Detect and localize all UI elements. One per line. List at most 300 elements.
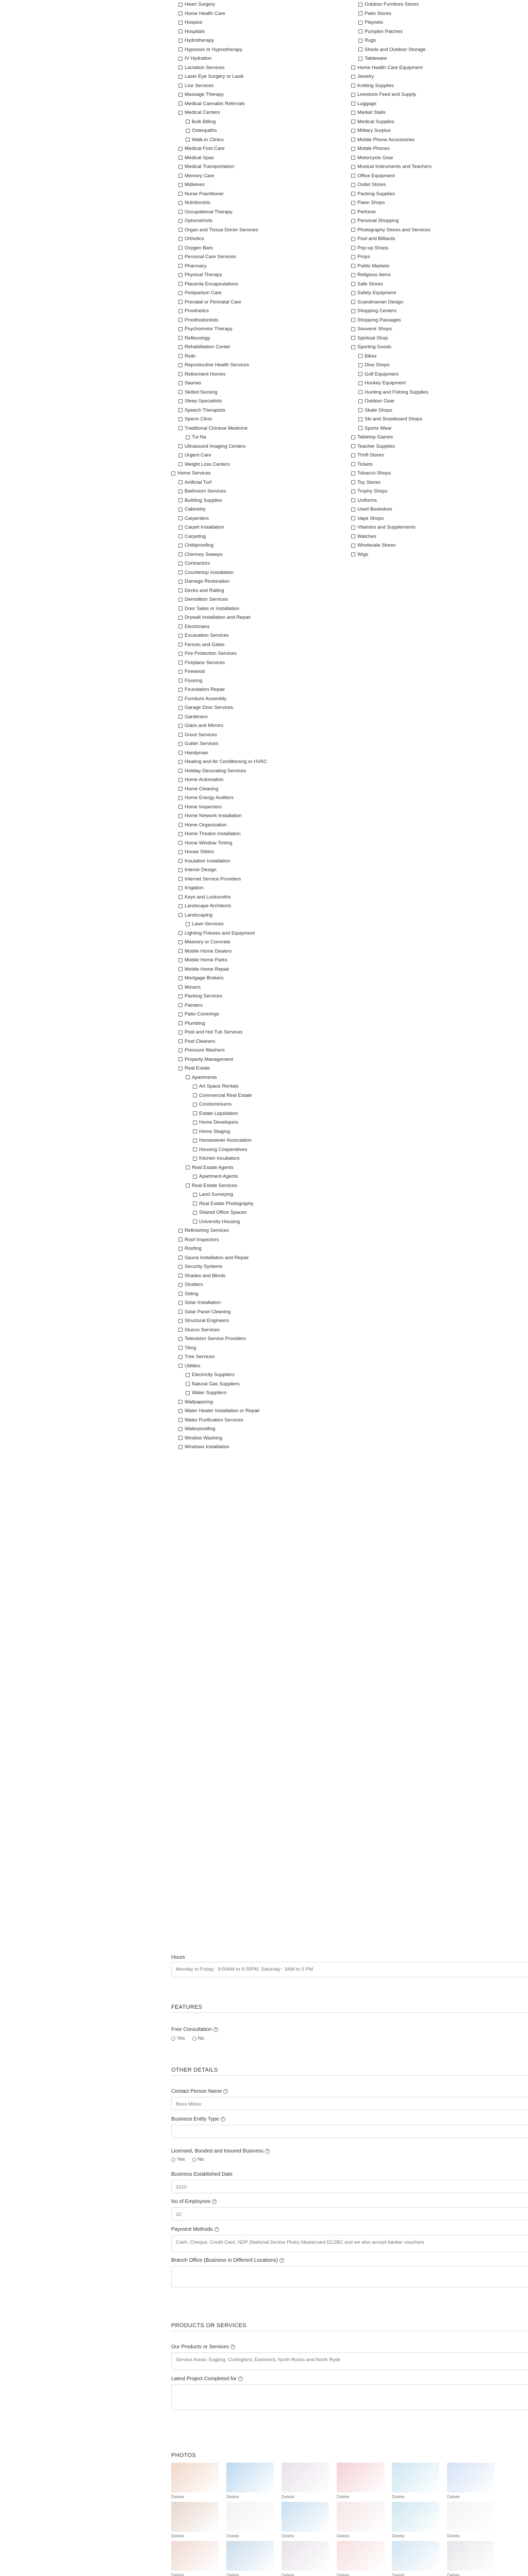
checkbox-icon[interactable] [351, 174, 355, 178]
checkbox-icon[interactable] [178, 562, 183, 566]
checkbox-icon[interactable] [193, 1147, 197, 1151]
category-checkbox[interactable] [351, 505, 528, 514]
checkbox-icon[interactable] [178, 552, 183, 556]
checkbox-icon[interactable] [178, 1418, 183, 1422]
category-checkbox[interactable] [171, 1388, 352, 1398]
checkbox-icon[interactable] [178, 65, 183, 70]
checkbox-icon[interactable] [178, 769, 183, 773]
checkbox-icon[interactable] [178, 733, 183, 737]
category-checkbox[interactable] [171, 731, 352, 740]
category-checkbox[interactable] [351, 27, 528, 37]
checkbox-icon[interactable] [178, 201, 183, 205]
checkbox-icon[interactable] [178, 823, 183, 827]
checkbox-icon[interactable] [178, 1409, 183, 1413]
checkbox-icon[interactable] [351, 138, 355, 142]
checkbox-icon[interactable] [178, 426, 183, 430]
category-checkbox[interactable] [171, 1244, 352, 1253]
category-checkbox[interactable] [171, 1109, 352, 1118]
category-checkbox[interactable] [351, 54, 528, 63]
category-checkbox[interactable] [351, 172, 528, 181]
category-checkbox[interactable] [171, 920, 352, 929]
checkbox-icon[interactable] [178, 904, 183, 908]
category-checkbox[interactable] [351, 514, 528, 523]
checkbox-icon[interactable] [193, 1103, 197, 1107]
checkbox-icon[interactable] [178, 859, 183, 863]
checkbox-icon[interactable] [178, 318, 183, 322]
category-checkbox[interactable] [171, 487, 352, 496]
photo-delete-link[interactable]: Delete [337, 2533, 350, 2538]
category-checkbox[interactable] [171, 550, 352, 560]
checkbox-icon[interactable] [358, 39, 362, 43]
checkbox-icon[interactable] [178, 111, 183, 115]
checkbox-icon[interactable] [178, 291, 183, 295]
category-checkbox[interactable] [171, 803, 352, 812]
checkbox-icon[interactable] [178, 985, 183, 989]
checkbox-icon[interactable] [178, 642, 183, 647]
category-checkbox[interactable] [171, 848, 352, 857]
category-checkbox[interactable] [171, 577, 352, 586]
category-checkbox[interactable] [171, 875, 352, 884]
category-checkbox[interactable] [171, 965, 352, 974]
checkbox-icon[interactable] [178, 1265, 183, 1269]
checkbox-icon[interactable] [358, 354, 362, 358]
checkbox-icon[interactable] [193, 1084, 197, 1089]
category-checkbox[interactable] [351, 325, 528, 334]
photo-thumbnail[interactable] [171, 2463, 219, 2499]
photo-thumbnail[interactable] [337, 2502, 384, 2538]
category-checkbox[interactable] [171, 433, 352, 442]
category-checkbox[interactable] [351, 190, 528, 199]
checkbox-icon[interactable] [178, 724, 183, 728]
checkbox-icon[interactable] [178, 390, 183, 394]
checkbox-icon[interactable] [178, 976, 183, 980]
checkbox-icon[interactable] [178, 210, 183, 214]
category-checkbox[interactable] [171, 1001, 352, 1010]
radio-dot[interactable] [171, 2158, 175, 2162]
checkbox-icon[interactable] [358, 11, 362, 15]
photo-thumbnail[interactable] [392, 2541, 439, 2576]
checkbox-icon[interactable] [178, 850, 183, 854]
category-checkbox[interactable] [171, 956, 352, 965]
checkbox-icon[interactable] [351, 237, 355, 241]
category-checkbox[interactable] [171, 559, 352, 568]
checkbox-icon[interactable] [178, 354, 183, 358]
checkbox-icon[interactable] [351, 165, 355, 169]
category-checkbox[interactable] [171, 1262, 352, 1272]
category-checkbox[interactable] [171, 198, 352, 208]
checkbox-icon[interactable] [178, 895, 183, 899]
category-checkbox[interactable] [351, 379, 528, 388]
category-checkbox[interactable] [171, 631, 352, 640]
category-checkbox[interactable] [171, 1217, 352, 1227]
category-checkbox[interactable] [171, 460, 352, 469]
checkbox-icon[interactable] [351, 228, 355, 232]
checkbox-icon[interactable] [351, 129, 355, 133]
category-checkbox[interactable] [171, 829, 352, 839]
category-checkbox[interactable] [171, 586, 352, 596]
category-checkbox[interactable] [171, 857, 352, 866]
category-checkbox[interactable] [171, 0, 352, 9]
checkbox-icon[interactable] [178, 1292, 183, 1296]
checkbox-icon[interactable] [351, 111, 355, 115]
checkbox-icon[interactable] [358, 408, 362, 412]
category-checkbox[interactable] [171, 667, 352, 676]
category-checkbox[interactable] [171, 811, 352, 821]
checkbox-icon[interactable] [193, 1093, 197, 1097]
checkbox-icon[interactable] [178, 47, 183, 52]
checkbox-icon[interactable] [358, 3, 362, 7]
photo-delete-link[interactable]: Delete [337, 2572, 350, 2576]
checkbox-icon[interactable] [358, 57, 362, 61]
category-checkbox[interactable] [351, 334, 528, 343]
category-checkbox[interactable] [171, 1199, 352, 1209]
category-checkbox[interactable] [171, 902, 352, 911]
category-checkbox[interactable] [171, 36, 352, 45]
category-checkbox[interactable] [171, 505, 352, 514]
category-checkbox[interactable] [171, 613, 352, 622]
checkbox-icon[interactable] [178, 742, 183, 746]
checkbox-icon[interactable] [178, 1445, 183, 1449]
category-checkbox[interactable] [351, 280, 528, 289]
category-checkbox[interactable] [171, 523, 352, 532]
category-checkbox[interactable] [351, 208, 528, 217]
category-checkbox[interactable] [351, 162, 528, 172]
category-checkbox[interactable] [171, 640, 352, 650]
checkbox-icon[interactable] [178, 1256, 183, 1260]
checkbox-icon[interactable] [186, 1075, 190, 1079]
checkbox-icon[interactable] [351, 300, 355, 304]
category-checkbox[interactable] [171, 18, 352, 27]
checkbox-icon[interactable] [178, 588, 183, 592]
category-checkbox[interactable] [351, 343, 528, 352]
checkbox-icon[interactable] [178, 381, 183, 385]
checkbox-icon[interactable] [186, 120, 190, 124]
photo-delete-link[interactable]: Delete [337, 2494, 350, 2499]
category-checkbox[interactable] [351, 541, 528, 550]
category-checkbox[interactable] [351, 144, 528, 154]
category-checkbox[interactable] [351, 0, 528, 9]
category-checkbox[interactable] [171, 983, 352, 992]
category-checkbox[interactable] [171, 658, 352, 668]
checkbox-icon[interactable] [351, 453, 355, 457]
checkbox-icon[interactable] [178, 1400, 183, 1404]
category-checkbox[interactable] [171, 226, 352, 235]
category-checkbox[interactable] [171, 1145, 352, 1155]
checkbox-icon[interactable] [178, 516, 183, 520]
checkbox-icon[interactable] [358, 381, 362, 385]
category-checkbox[interactable] [351, 469, 528, 478]
photo-thumbnail[interactable] [447, 2463, 494, 2499]
checkbox-icon[interactable] [351, 183, 355, 187]
checkbox-icon[interactable] [351, 544, 355, 548]
category-checkbox[interactable] [351, 81, 528, 91]
checkbox-icon[interactable] [358, 372, 362, 376]
category-checkbox[interactable] [171, 622, 352, 632]
checkbox-icon[interactable] [351, 156, 355, 160]
checkbox-icon[interactable] [351, 147, 355, 151]
category-checkbox[interactable] [171, 135, 352, 145]
checkbox-icon[interactable] [178, 1048, 183, 1053]
category-checkbox[interactable] [171, 685, 352, 694]
category-checkbox[interactable] [171, 154, 352, 163]
category-checkbox[interactable] [351, 289, 528, 298]
checkbox-icon[interactable] [178, 877, 183, 881]
checkbox-icon[interactable] [178, 868, 183, 872]
category-checkbox[interactable] [171, 1181, 352, 1191]
checkbox-icon[interactable] [178, 1436, 183, 1440]
category-checkbox[interactable] [171, 676, 352, 686]
photo-delete-link[interactable]: Delete [392, 2533, 405, 2538]
checkbox-icon[interactable] [178, 751, 183, 755]
category-checkbox[interactable] [171, 1163, 352, 1173]
checkbox-icon[interactable] [186, 1183, 190, 1188]
checkbox-icon[interactable] [178, 570, 183, 574]
checkbox-icon[interactable] [351, 327, 355, 331]
category-checkbox[interactable] [171, 1326, 352, 1335]
checkbox-icon[interactable] [178, 598, 183, 602]
category-checkbox[interactable] [171, 262, 352, 271]
free-consultation-yes[interactable] [171, 2036, 185, 2041]
checkbox-icon[interactable] [178, 940, 183, 944]
checkbox-icon[interactable] [178, 1012, 183, 1016]
category-checkbox[interactable] [171, 1235, 352, 1245]
checkbox-icon[interactable] [351, 75, 355, 79]
checkbox-icon[interactable] [186, 435, 190, 439]
employees-input[interactable]: 10 [171, 2207, 528, 2221]
category-checkbox[interactable] [171, 343, 352, 352]
checkbox-icon[interactable] [178, 1057, 183, 1061]
photo-delete-link[interactable]: Delete [226, 2494, 239, 2499]
checkbox-icon[interactable] [358, 426, 362, 430]
checkbox-icon[interactable] [178, 93, 183, 97]
photo-delete-link[interactable]: Delete [392, 2572, 405, 2576]
checkbox-icon[interactable] [178, 417, 183, 421]
photo-delete-link[interactable]: Delete [226, 2533, 239, 2538]
category-checkbox[interactable] [171, 45, 352, 55]
photo-delete-link[interactable]: Delete [171, 2533, 184, 2538]
checkbox-icon[interactable] [178, 21, 183, 25]
checkbox-icon[interactable] [178, 363, 183, 367]
checkbox-icon[interactable] [351, 246, 355, 250]
checkbox-icon[interactable] [186, 1382, 190, 1386]
photo-delete-link[interactable]: Delete [282, 2533, 294, 2538]
category-checkbox[interactable] [171, 1226, 352, 1235]
category-checkbox[interactable] [351, 117, 528, 127]
checkbox-icon[interactable] [358, 417, 362, 421]
checkbox-icon[interactable] [178, 706, 183, 710]
checkbox-icon[interactable] [351, 534, 355, 538]
checkbox-icon[interactable] [351, 219, 355, 223]
checkbox-icon[interactable] [178, 282, 183, 286]
category-checkbox[interactable] [351, 487, 528, 496]
checkbox-icon[interactable] [178, 652, 183, 656]
payment-textarea[interactable]: Cash, Cheque, Credit Card, NDP (National Denise Pluto) Mastercard EC2BC and we also accept banker vouchers [171, 2235, 528, 2252]
category-checkbox[interactable] [171, 1272, 352, 1281]
category-checkbox[interactable] [171, 1010, 352, 1019]
category-checkbox[interactable] [171, 1380, 352, 1389]
category-checkbox[interactable] [171, 1208, 352, 1217]
category-checkbox[interactable] [351, 442, 528, 451]
category-checkbox[interactable] [171, 1398, 352, 1407]
checkbox-icon[interactable] [178, 156, 183, 160]
checkbox-icon[interactable] [178, 931, 183, 935]
checkbox-icon[interactable] [178, 796, 183, 800]
checkbox-icon[interactable] [178, 949, 183, 953]
checkbox-icon[interactable] [178, 534, 183, 538]
category-checkbox[interactable] [351, 126, 528, 135]
checkbox-icon[interactable] [351, 489, 355, 494]
category-checkbox[interactable] [171, 352, 352, 361]
checkbox-icon[interactable] [178, 526, 183, 530]
photo-delete-link[interactable]: Delete [447, 2494, 460, 2499]
contact-person-input[interactable]: Ross Milner [171, 2097, 528, 2110]
checkbox-icon[interactable] [193, 1219, 197, 1224]
category-checkbox[interactable] [171, 99, 352, 109]
checkbox-icon[interactable] [358, 399, 362, 403]
category-checkbox[interactable] [171, 1172, 352, 1181]
checkbox-icon[interactable] [351, 336, 355, 340]
category-checkbox[interactable] [351, 415, 528, 424]
category-checkbox[interactable] [171, 1136, 352, 1145]
category-checkbox[interactable] [171, 1037, 352, 1046]
category-checkbox[interactable] [171, 1298, 352, 1308]
checkbox-icon[interactable] [186, 1373, 190, 1377]
category-checkbox[interactable] [351, 244, 528, 253]
checkbox-icon[interactable] [178, 165, 183, 169]
checkbox-icon[interactable] [178, 624, 183, 629]
category-checkbox[interactable] [351, 270, 528, 280]
checkbox-icon[interactable] [351, 498, 355, 502]
checkbox-icon[interactable] [351, 210, 355, 214]
category-checkbox[interactable] [351, 460, 528, 469]
category-checkbox[interactable] [171, 821, 352, 830]
category-checkbox[interactable] [351, 180, 528, 190]
category-checkbox[interactable] [351, 424, 528, 433]
business-entity-input[interactable] [171, 2125, 528, 2138]
category-checkbox[interactable] [351, 307, 528, 316]
photo-delete-link[interactable]: Delete [171, 2494, 184, 2499]
category-checkbox[interactable] [171, 9, 352, 19]
category-checkbox[interactable] [171, 1334, 352, 1344]
checkbox-icon[interactable] [178, 3, 183, 7]
checkbox-icon[interactable] [178, 760, 183, 764]
checkbox-icon[interactable] [178, 841, 183, 845]
checkbox-icon[interactable] [351, 516, 355, 520]
checkbox-icon[interactable] [193, 1157, 197, 1161]
checkbox-icon[interactable] [178, 75, 183, 79]
category-checkbox[interactable] [351, 198, 528, 208]
checkbox-icon[interactable] [351, 282, 355, 286]
category-checkbox[interactable] [171, 289, 352, 298]
photo-delete-link[interactable]: Delete [392, 2494, 405, 2499]
hours-input[interactable]: Monday to Friday : 9:00AM to 6:00PM, Saturday : 9AM to 5 PM [171, 1962, 528, 1977]
photo-thumbnail[interactable] [337, 2463, 384, 2499]
category-checkbox[interactable] [351, 99, 528, 109]
category-checkbox[interactable] [171, 307, 352, 316]
checkbox-icon[interactable] [178, 147, 183, 151]
category-checkbox[interactable] [171, 108, 352, 117]
category-checkbox[interactable] [171, 361, 352, 370]
photo-delete-link[interactable]: Delete [447, 2572, 460, 2576]
category-checkbox[interactable] [351, 496, 528, 505]
category-checkbox[interactable] [351, 433, 528, 442]
category-checkbox[interactable] [171, 767, 352, 776]
category-checkbox[interactable] [171, 208, 352, 217]
our-products-textarea[interactable]: Service Areas: Eagling, Curlingford, Eastmont, North Rocks and North Ryde [171, 2352, 528, 2370]
category-checkbox[interactable] [171, 1100, 352, 1109]
checkbox-icon[interactable] [178, 57, 183, 61]
checkbox-icon[interactable] [186, 1165, 190, 1170]
checkbox-icon[interactable] [178, 688, 183, 692]
category-checkbox[interactable] [171, 703, 352, 713]
checkbox-icon[interactable] [351, 318, 355, 322]
checkbox-icon[interactable] [178, 1238, 183, 1242]
checkbox-icon[interactable] [351, 552, 355, 556]
photo-thumbnail[interactable] [392, 2463, 439, 2499]
checkbox-icon[interactable] [351, 201, 355, 205]
category-checkbox[interactable] [351, 316, 528, 325]
category-checkbox[interactable] [171, 370, 352, 379]
category-checkbox[interactable] [171, 1019, 352, 1028]
checkbox-icon[interactable] [178, 228, 183, 232]
category-checkbox[interactable] [351, 262, 528, 271]
checkbox-icon[interactable] [178, 913, 183, 917]
photo-delete-link[interactable]: Delete [171, 2572, 184, 2576]
category-checkbox[interactable] [351, 388, 528, 397]
category-checkbox[interactable] [171, 568, 352, 578]
photo-thumbnail[interactable] [447, 2541, 494, 2576]
checkbox-icon[interactable] [178, 1319, 183, 1323]
category-checkbox[interactable] [351, 63, 528, 73]
checkbox-icon[interactable] [178, 1310, 183, 1314]
radio-dot[interactable] [171, 2037, 175, 2041]
category-checkbox[interactable] [171, 785, 352, 794]
checkbox-icon[interactable] [178, 1274, 183, 1278]
category-checkbox[interactable] [351, 532, 528, 541]
checkbox-icon[interactable] [178, 715, 183, 719]
checkbox-icon[interactable] [178, 697, 183, 701]
category-checkbox[interactable] [171, 1118, 352, 1127]
category-checkbox[interactable] [171, 1406, 352, 1416]
category-checkbox[interactable] [351, 72, 528, 81]
checkbox-icon[interactable] [351, 273, 355, 277]
checkbox-icon[interactable] [351, 462, 355, 466]
category-checkbox[interactable] [171, 90, 352, 99]
category-checkbox[interactable] [171, 532, 352, 541]
category-checkbox[interactable] [351, 45, 528, 55]
category-checkbox[interactable] [171, 1280, 352, 1290]
category-checkbox[interactable] [171, 1352, 352, 1362]
checkbox-icon[interactable] [193, 1139, 197, 1143]
category-checkbox[interactable] [171, 442, 352, 451]
branch-textarea[interactable] [171, 2266, 528, 2287]
category-checkbox[interactable] [171, 1190, 352, 1199]
checkbox-icon[interactable] [178, 300, 183, 304]
category-checkbox[interactable] [171, 1443, 352, 1452]
checkbox-icon[interactable] [178, 255, 183, 259]
checkbox-icon[interactable] [178, 886, 183, 890]
category-checkbox[interactable] [351, 451, 528, 460]
category-checkbox[interactable] [171, 929, 352, 938]
photo-thumbnail[interactable] [282, 2502, 329, 2538]
category-checkbox[interactable] [171, 1316, 352, 1326]
photo-thumbnail[interactable] [447, 2502, 494, 2538]
checkbox-icon[interactable] [351, 65, 355, 70]
checkbox-icon[interactable] [186, 922, 190, 926]
category-checkbox[interactable] [351, 478, 528, 487]
photo-thumbnail[interactable] [226, 2541, 274, 2576]
checkbox-icon[interactable] [178, 11, 183, 15]
